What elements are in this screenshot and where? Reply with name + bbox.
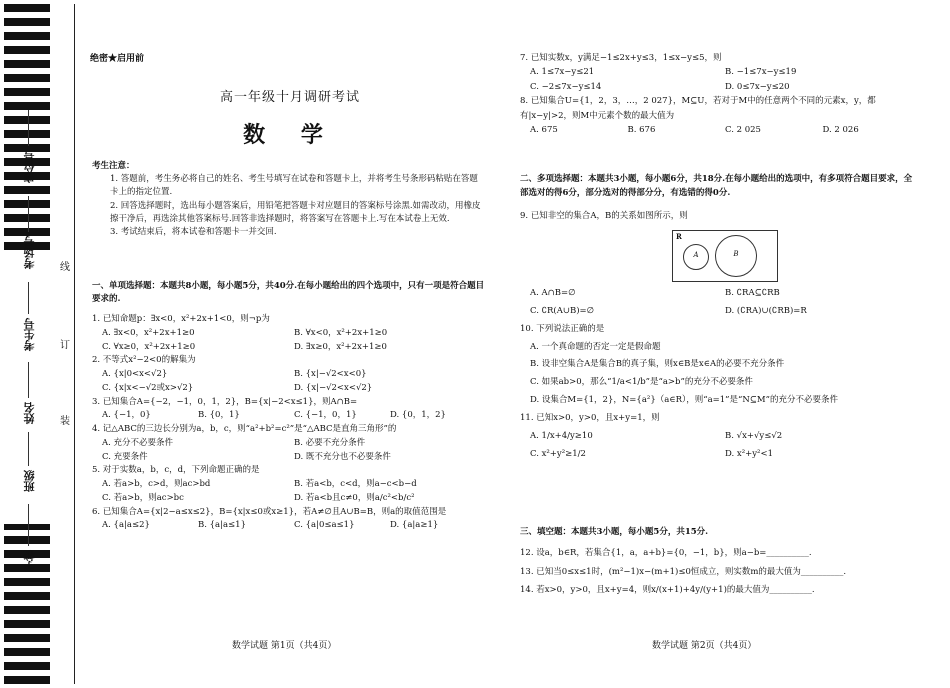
note-item: 1. 答题前，考生务必将自己的姓名、考生号填写在试卷和答题卡上，并将考生号条形码粘贴在答题卡上的指定位置. — [110, 174, 478, 198]
seat-label: 座位号 — [23, 150, 36, 183]
page2-footer: 数学试题 第2页（共4页） — [652, 641, 757, 651]
fill-question: 14. 若x>0，y>0，且x+y=4，则x/(x+1)+4y/(y+1)的最大值为__________. — [520, 585, 815, 596]
question-stem: 7. 已知实数x，y满足−1≤2x+y≤3，1≤x−y≤5，则 — [520, 53, 722, 63]
option: D. (∁RA)∪(∁RB)=R — [725, 305, 807, 316]
option: B. {a|a≤1} — [198, 520, 246, 531]
option: B. ∁RA⊆∁RB — [725, 288, 780, 298]
option: C. {x|x<−√2或x>√2} — [102, 382, 194, 393]
school-label: 学校 — [23, 550, 36, 572]
option: C. {−1，0，1} — [294, 410, 357, 421]
option: A. 675 — [530, 125, 558, 136]
room-label: 考场号 — [23, 236, 36, 269]
venn-set-a-label: A — [693, 251, 699, 259]
option: B. √x+√y≤√2 — [725, 430, 783, 441]
venn-set-b — [715, 235, 757, 277]
name-label: 姓名 — [23, 402, 36, 424]
option: B. −1≤7x−y≤19 — [725, 67, 797, 78]
option: A. {x|0<x<√2} — [102, 369, 168, 380]
venn-set-a — [683, 244, 709, 270]
venn-set-b-label: B — [733, 250, 739, 258]
option: A. 若a>b，c>d，则ac>bd — [102, 479, 211, 490]
option: D. {0，1，2} — [390, 410, 446, 421]
option: A. 1≤7x−y≤21 — [530, 67, 595, 78]
option: D. x²+y²<1 — [725, 448, 773, 459]
option: C. 2 025 — [725, 125, 761, 136]
option: A. 一个真命题的否定一定是假命题 — [530, 341, 661, 352]
page2-questions-mid — [520, 285, 920, 463]
venn-universe-label: R — [676, 232, 682, 241]
class-label: 班级 — [23, 470, 36, 492]
venn-diagram — [672, 230, 778, 282]
question-stem: 10. 下列说法正确的是 — [520, 323, 605, 334]
option: C. 若a>b，则ac>bc — [102, 492, 184, 503]
section1-title: 一、单项选择题：本题共8小题，每小题5分，共40分.在每小题给出的四个选项中，只有一项是符合题目要求的. — [92, 281, 485, 305]
option: B. 设非空集合A是集合B的真子集，则x∈B是x∈A的必要不充分条件 — [530, 359, 785, 370]
option: B. 必要不充分条件 — [294, 437, 366, 448]
subject-title: 数 学 — [243, 122, 337, 148]
option: A. 充分不必要条件 — [102, 437, 174, 448]
option: D. {x|−√2<x<√2} — [294, 382, 373, 393]
option: D. 2 026 — [822, 125, 859, 136]
option: C. x²+y²≥1/2 — [530, 448, 586, 459]
notes — [92, 160, 486, 239]
secret-label: 绝密★启用前 — [90, 54, 145, 64]
option: D. {a|a≥1} — [390, 520, 439, 531]
class-line — [28, 432, 29, 466]
option: D. 既不充分也不必要条件 — [294, 451, 391, 462]
option: C. −2≤7x−y≤14 — [530, 81, 602, 92]
q9-stem: 9. 已知非空的集合A，B的关系如图所示，则 — [520, 211, 688, 221]
student-id-label: 考生号 — [23, 318, 36, 351]
question-stem: 8. 已知集合U={1，2，3，…，2 027}，M⊆U，若对于M中的任意两个不同的元素x，y，都有|x−y|>2，则M中元素个数的最大值为 — [520, 96, 876, 121]
fill-question: 13. 已知当0≤x≤1时，(m²−1)x−(m+1)≤0恒成立，则实数m的最大值为__________. — [520, 566, 847, 577]
option: C. {a|0≤a≤1} — [294, 520, 355, 531]
option: A. 1/x+4/y≥10 — [530, 430, 593, 441]
option: D. 设集合M={1，2}，N={a²}（a∈R），则“a=1”是“N⊆M”的充分不必要条件 — [530, 395, 838, 406]
fill-question: 12. 设a，b∈R，若集合{1，a，a+b}={0，−1，b}，则a−b=__________. — [520, 548, 812, 558]
question-stem: 4. 记△ABC的三边长分别为a，b，c，则“a²+b²=c²”是“△ABC是直角三角形”的 — [92, 424, 397, 435]
student-id-line — [28, 282, 29, 314]
option: B. ∀x<0，x²+2x+1≥0 — [294, 327, 388, 338]
section3-title: 三、填空题：本题共3小题，每小题5分，共15分. — [520, 527, 709, 537]
option: C. ∁R(A∪B)=∅ — [530, 305, 595, 316]
note-item: 2. 回答选择题时，选出每小题答案后，用铅笔把答题卡对应题目的答案标号涂黑.如需改动，用橡皮擦干净后，再选涂其他答案标号.回答非选择题时，将答案写在答题卡上.写在本试卷上无效. — [110, 200, 481, 224]
question-stem: 5. 对于实数a，b，c，d，下列命题正确的是 — [92, 465, 260, 476]
option: B. 676 — [627, 125, 656, 136]
question-stem: 3. 已知集合A={−2，−1，0，1，2}，B={x|−2<x≤1}，则A∩B= — [92, 396, 358, 407]
section2-title: 二、多项选择题：本题共3小题，每小题6分，共18分.在每小题给出的选项中，有多项符合题目要求，全部选对的得6分，部分选对的得部分分，有选错的得0分. — [520, 174, 913, 199]
option: B. 若a<b，c<d，则a−c<b−d — [294, 479, 417, 490]
option: D. 0≤7x−y≤20 — [725, 81, 790, 92]
binding-char-staple: 订 — [60, 340, 70, 351]
option: A. {a|a≤2} — [102, 520, 150, 531]
question-stem: 2. 不等式x²−2<0的解集为 — [92, 355, 196, 366]
option: B. {0，1} — [198, 410, 240, 421]
page1-footer: 数学试题 第1页（共4页） — [232, 641, 337, 651]
option: D. ∃x≥0，x²+2x+1≥0 — [294, 341, 387, 352]
seat-line — [28, 110, 29, 146]
option: B. {x|−√2<x<0} — [294, 369, 367, 380]
binding-char-bind: 装 — [60, 416, 70, 427]
exam-title: 高一年级十月调研考试 — [219, 90, 360, 105]
fill-in-questions — [520, 544, 920, 600]
notes-title: 考生注意： — [92, 161, 135, 171]
room-line — [28, 196, 29, 232]
page1-questions — [92, 313, 486, 533]
option: D. 若a<b且c≠0，则a/c²<b/c² — [294, 492, 415, 503]
option: A. A∩B=∅ — [530, 288, 576, 298]
question-stem: 6. 已知集合A={x|2−a≤x≤2}，B={x|x≤0或x≥1}，若A≠∅且A∪B=B，则a的取值范围是 — [92, 506, 447, 517]
question-stem: 11. 已知x>0，y>0，且x+y=1，则 — [520, 412, 660, 423]
note-item: 3. 考试结束后，将本试卷和答题卡一并交回. — [110, 226, 277, 237]
option: C. 充要条件 — [102, 451, 148, 462]
binding-char-line: 线 — [60, 262, 70, 273]
option: A. {−1，0} — [102, 410, 151, 421]
question-stem: 1. 已知命题p：∃x<0，x²+2x+1<0，则¬p为 — [92, 314, 270, 324]
option: C. 如果ab>0，那么“1/a<1/b”是“a>b”的充分不必要条件 — [530, 377, 753, 388]
school-line — [28, 504, 29, 546]
option: A. ∃x<0，x²+2x+1≥0 — [102, 327, 195, 338]
name-line — [28, 362, 29, 398]
option: C. ∀x≥0，x²+2x+1≥0 — [102, 341, 196, 352]
page2-questions-top — [520, 51, 920, 138]
